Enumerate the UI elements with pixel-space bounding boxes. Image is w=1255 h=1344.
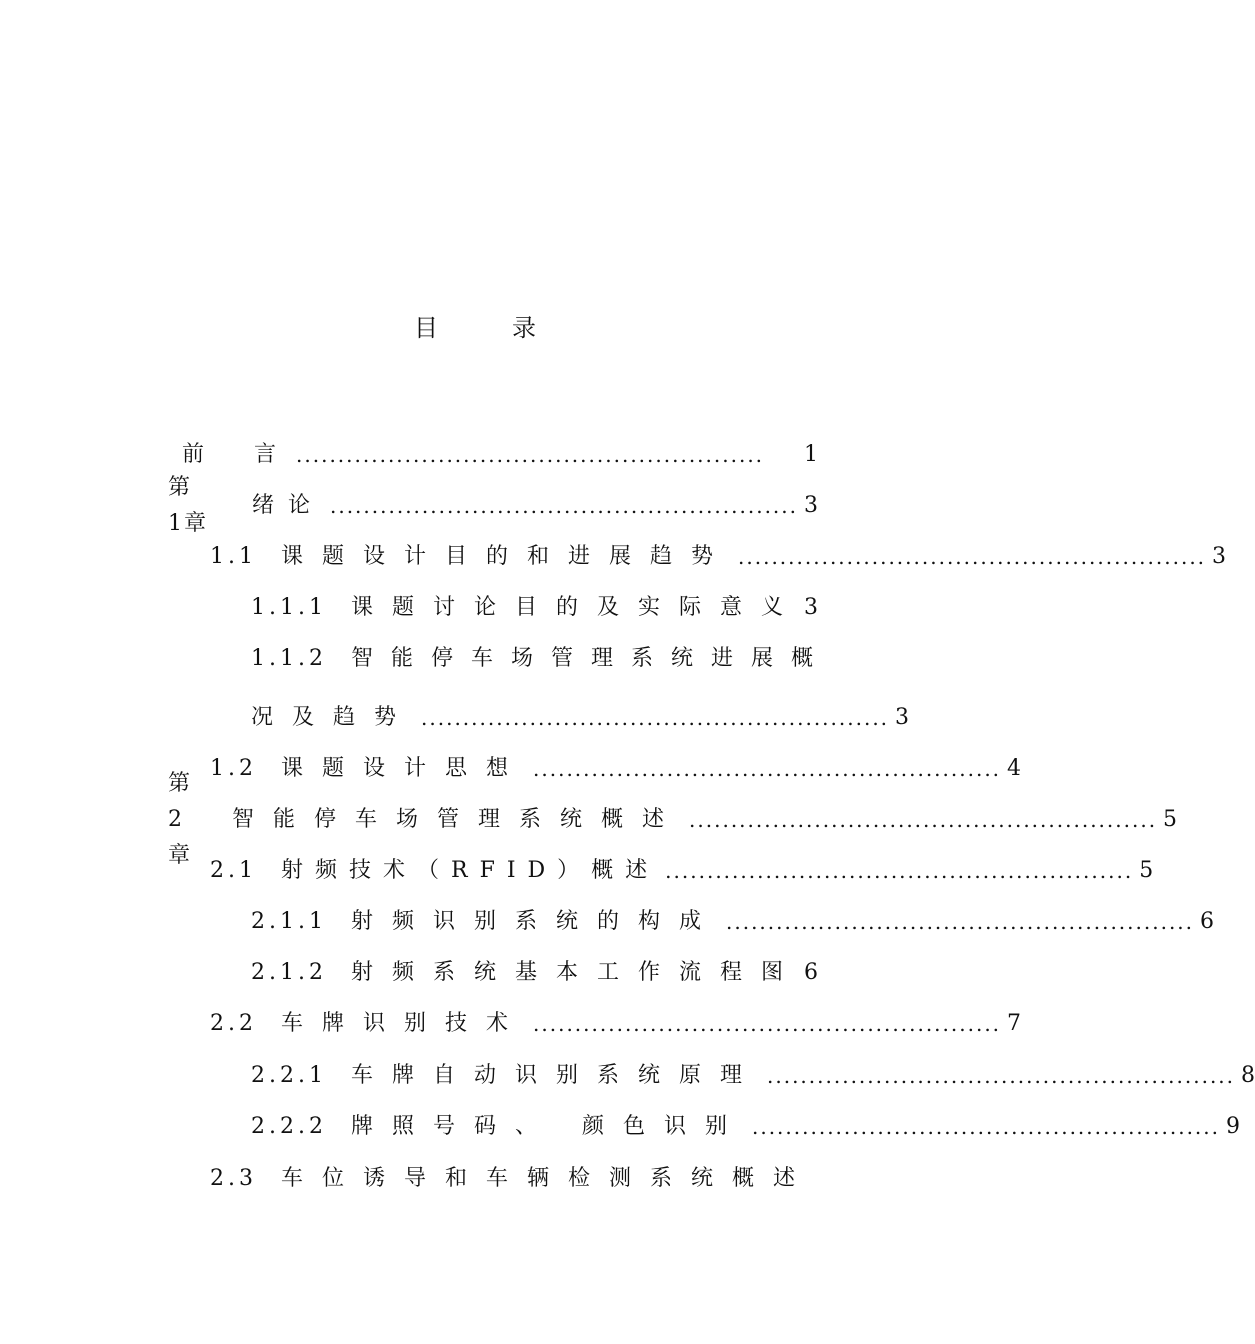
toc-entry-label: 智能停车场管理系统进展概	[350, 646, 831, 671]
toc-entry-page: 6	[1200, 909, 1215, 934]
toc-title-char-1: 目	[414, 314, 438, 342]
toc-entry-label: 智能停车场管理系统概述	[232, 807, 684, 832]
toc-leader-dots: ........................................................	[533, 757, 1002, 781]
toc-entry[interactable]	[210, 1006, 1022, 1042]
toc-entry[interactable]	[168, 437, 818, 473]
toc-entry-page: 6	[804, 960, 818, 985]
toc-entry-number: 1.1	[210, 544, 257, 569]
toc-leader-dots: ........................................................	[329, 494, 798, 518]
toc-entry-label: 牌照号码、 颜色识别	[350, 1114, 746, 1139]
toc-leader-dots: ........................................................	[533, 1012, 1002, 1036]
toc-entry[interactable]	[251, 590, 818, 626]
toc-entry-number: 2.1.1	[251, 909, 327, 934]
toc-entry-number: 1.1.1	[251, 595, 327, 620]
toc-leader-dots: ........................................................	[738, 545, 1207, 569]
toc-entry[interactable]	[168, 771, 1178, 868]
toc-leader-dots: ........................................................	[767, 1064, 1236, 1088]
toc-leader-dots: ........................................................	[665, 859, 1134, 883]
toc-entry-page: 3	[895, 705, 910, 730]
toc-entry-page: 8	[1241, 1063, 1255, 1088]
toc-entry-page: 9	[1226, 1114, 1240, 1139]
toc-entry[interactable]	[210, 539, 1227, 575]
toc-entry-page: 5	[1163, 807, 1178, 832]
toc-entry-label: 绪论	[251, 493, 324, 518]
toc-entry-page: 3	[1212, 544, 1227, 569]
toc-title	[0, 308, 950, 343]
toc-title-char-2: 录	[512, 314, 536, 342]
toc-entry-label: 射频系统基本工作流程图	[350, 960, 802, 985]
toc-leader-dots: ........................................................	[421, 706, 890, 730]
toc-entry[interactable]	[251, 1109, 1240, 1145]
toc-entry-label: 车牌自动识别系统原理	[350, 1063, 761, 1088]
toc-entry-label: 射频技术（RFID）概述	[281, 858, 660, 883]
toc-entry-number: 第 2章	[168, 771, 193, 868]
toc-entry-label: 车牌识别技术	[281, 1011, 528, 1036]
toc-entry[interactable]	[251, 641, 831, 677]
toc-entry[interactable]	[210, 1161, 818, 1197]
toc-entry-label: 课题设计思想	[281, 756, 528, 781]
toc-entry-number: 1.1.2	[251, 646, 327, 671]
toc-entry[interactable]	[210, 853, 1154, 889]
toc-entry-label: 课题设计目的和进展趋势	[281, 544, 733, 569]
toc-entry-label: 课题讨论目的及实际意义	[350, 595, 802, 620]
toc-entry-number: 2.2.2	[251, 1114, 327, 1139]
toc-entry[interactable]	[210, 751, 1022, 787]
toc-entry-page: 3	[804, 493, 818, 518]
toc-entry-number: 1.2	[210, 756, 257, 781]
toc-entry-number: 2.2.1	[251, 1063, 327, 1088]
toc-leader-dots: ........................................................	[689, 808, 1158, 832]
toc-entry-label: 射频识别系统的构成	[350, 909, 720, 934]
toc-entry[interactable]	[168, 475, 818, 536]
toc-entry-number: 2.3	[210, 1166, 257, 1191]
toc-entry-page: 1	[804, 442, 818, 467]
toc-entry-page: 3	[804, 595, 818, 620]
toc-entry[interactable]	[251, 700, 910, 736]
toc-entry-page: 5	[1139, 858, 1154, 883]
toc-entry[interactable]	[251, 955, 818, 991]
toc-entry[interactable]	[251, 1058, 1255, 1094]
toc-entry-page: 7	[1007, 1011, 1022, 1036]
toc-entry-number: 2.2	[210, 1011, 257, 1036]
toc-entry-number: 2.1.2	[251, 960, 327, 985]
toc-entry-number: 第 1章	[168, 475, 208, 536]
toc-entry-label: 况及趋势	[251, 705, 416, 730]
toc-entry-label: 前 言	[182, 442, 291, 467]
toc-leader-dots: ........................................................	[726, 910, 1195, 934]
toc-entry-page: 4	[1007, 756, 1022, 781]
toc-entry[interactable]	[251, 904, 1215, 940]
toc-leader-dots: ........................................................	[296, 443, 765, 467]
toc-entry-label: 车位诱导和车辆检测系统概述	[281, 1166, 815, 1191]
toc-entry-number: 2.1	[210, 858, 257, 883]
toc-leader-dots: ........................................................	[751, 1115, 1220, 1139]
